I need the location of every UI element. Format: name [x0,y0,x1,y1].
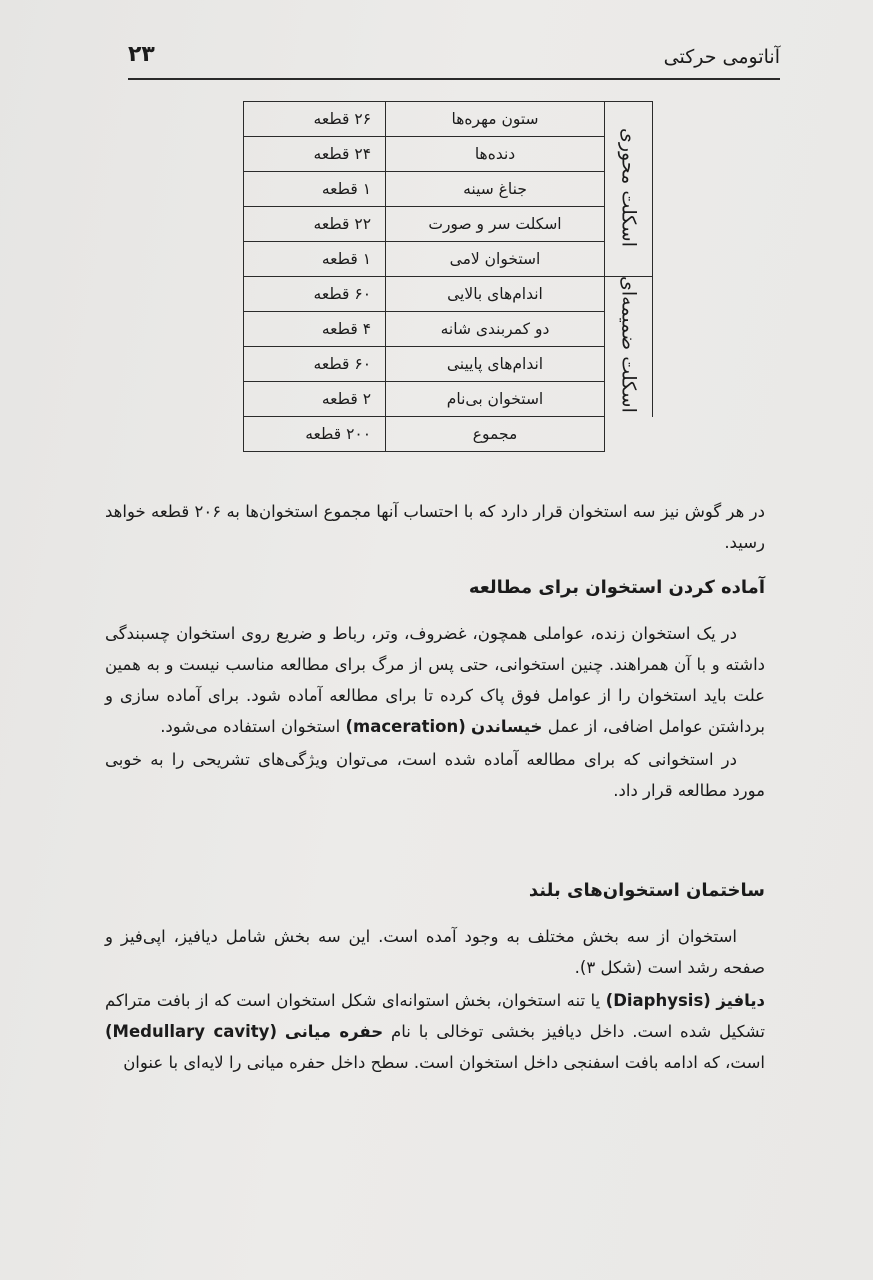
paragraph-text: استخوان استفاده می‌شود. [160,717,346,736]
bone-name: اندام‌های بالایی [386,277,605,312]
latin-term: (Diaphysis) [605,991,711,1010]
empty-cell [604,417,652,452]
table-row [244,347,653,382]
after-table-paragraph [105,496,765,558]
bone-count: ۴ قطعه [244,312,386,347]
bone-count: ۲۴ قطعه [244,137,386,172]
table-row [244,137,653,172]
axial-skeleton-cell [604,102,652,277]
bone-name: استخوان لامی [386,242,605,277]
paragraph: در هر گوش نیز سه استخوان قرار دارد که با احتساب آنها مجموع استخوان‌ها به ۲۰۶ قطعه خواهد رسید. [105,502,765,552]
page-number: ۲۳ [128,42,155,67]
paragraph-text: است، که ادامه بافت اسفنجی داخل استخوان است. سطح داخل حفره میانی را لایه‌ای با عنوان [123,1053,765,1072]
bone-count: ۲۲ قطعه [244,207,386,242]
bone-count-table [243,101,653,452]
bold-term: دیافیز [716,991,765,1010]
appendicular-skeleton-cell [604,277,652,417]
table-total-row [244,417,653,452]
bone-count: ۲ قطعه [244,382,386,417]
paragraph [105,618,765,742]
bone-name: ستون مهره‌ها [386,102,605,137]
bone-name: اسکلت سر و صورت [386,207,605,242]
section-heading-long-bones: ساختمان استخوان‌های بلند [528,880,765,901]
axial-skeleton-label: اسکلت محوری [617,127,640,247]
latin-term: (maceration) [345,717,466,736]
table-row [244,312,653,347]
total-count: ۲۰۰ قطعه [244,417,386,452]
table-row [244,102,653,137]
bone-name: اندام‌های پایینی [386,347,605,382]
bone-name: استخوان بی‌نام [386,382,605,417]
total-label: مجموع [386,417,605,452]
bone-name: دنده‌ها [386,137,605,172]
paragraph: در استخوانی که برای مطالعه آماده شده است، می‌توان ویژگی‌های تشریحی را به خوبی مورد مطالعه قرار داد. [105,750,765,800]
bone-count: ۲۶ قطعه [244,102,386,137]
section-heading-preparation: آماده کردن استخوان برای مطالعه [468,577,765,598]
paragraph: استخوان از سه بخش مختلف به وجود آمده است. این سه بخش شامل دیافیز، اپی‌فیز و صفحه رشد است (شکل ۳). [105,927,765,977]
paragraph-text: در یک استخوان زنده، عواملی همچون، غضروف، وتر، رباط و ضریع روی استخوان چسبندگی داشته و با آن همراهند. چنین استخوانی، حتی پس از مرگ برای مطالعه مناسب نیست و به همین علت باید استخوان را از عوامل فوق پاک کرده تا برای مطالعه آماده شود. برای آماده سازی و برداشتن عوامل اضافی، از عمل [105,624,765,736]
bone-count: ۶۰ قطعه [244,347,386,382]
table-row [244,207,653,242]
bone-count: ۶۰ قطعه [244,277,386,312]
bold-term: خیساندن [471,717,543,736]
header-rule [128,78,780,80]
bone-name: جناغ سینه [386,172,605,207]
latin-term: (Medullary cavity) [105,1022,277,1041]
running-title: آناتومی حرکتی [663,46,780,68]
page-header [128,40,780,80]
bone-count: ۱ قطعه [244,242,386,277]
table-row [244,382,653,417]
bone-count: ۱ قطعه [244,172,386,207]
table-row [244,172,653,207]
paragraph-text: یا تنه استخوان، بخش استوانه‌ای شکل استخوان است که از بافت متراکم تشکیل شده است. داخل دیافیز بخشی توخالی با نام [105,991,765,1041]
appendicular-skeleton-label: اسکلت ضمیمه‌ای [617,276,640,413]
paragraph [105,985,765,1078]
section-long-bones-body [105,921,765,1078]
bold-term: حفره میانی [284,1022,384,1041]
bone-name: دو کمربندی شانه [386,312,605,347]
section-preparation-body [105,618,765,806]
table-row [244,277,653,312]
table-row [244,242,653,277]
